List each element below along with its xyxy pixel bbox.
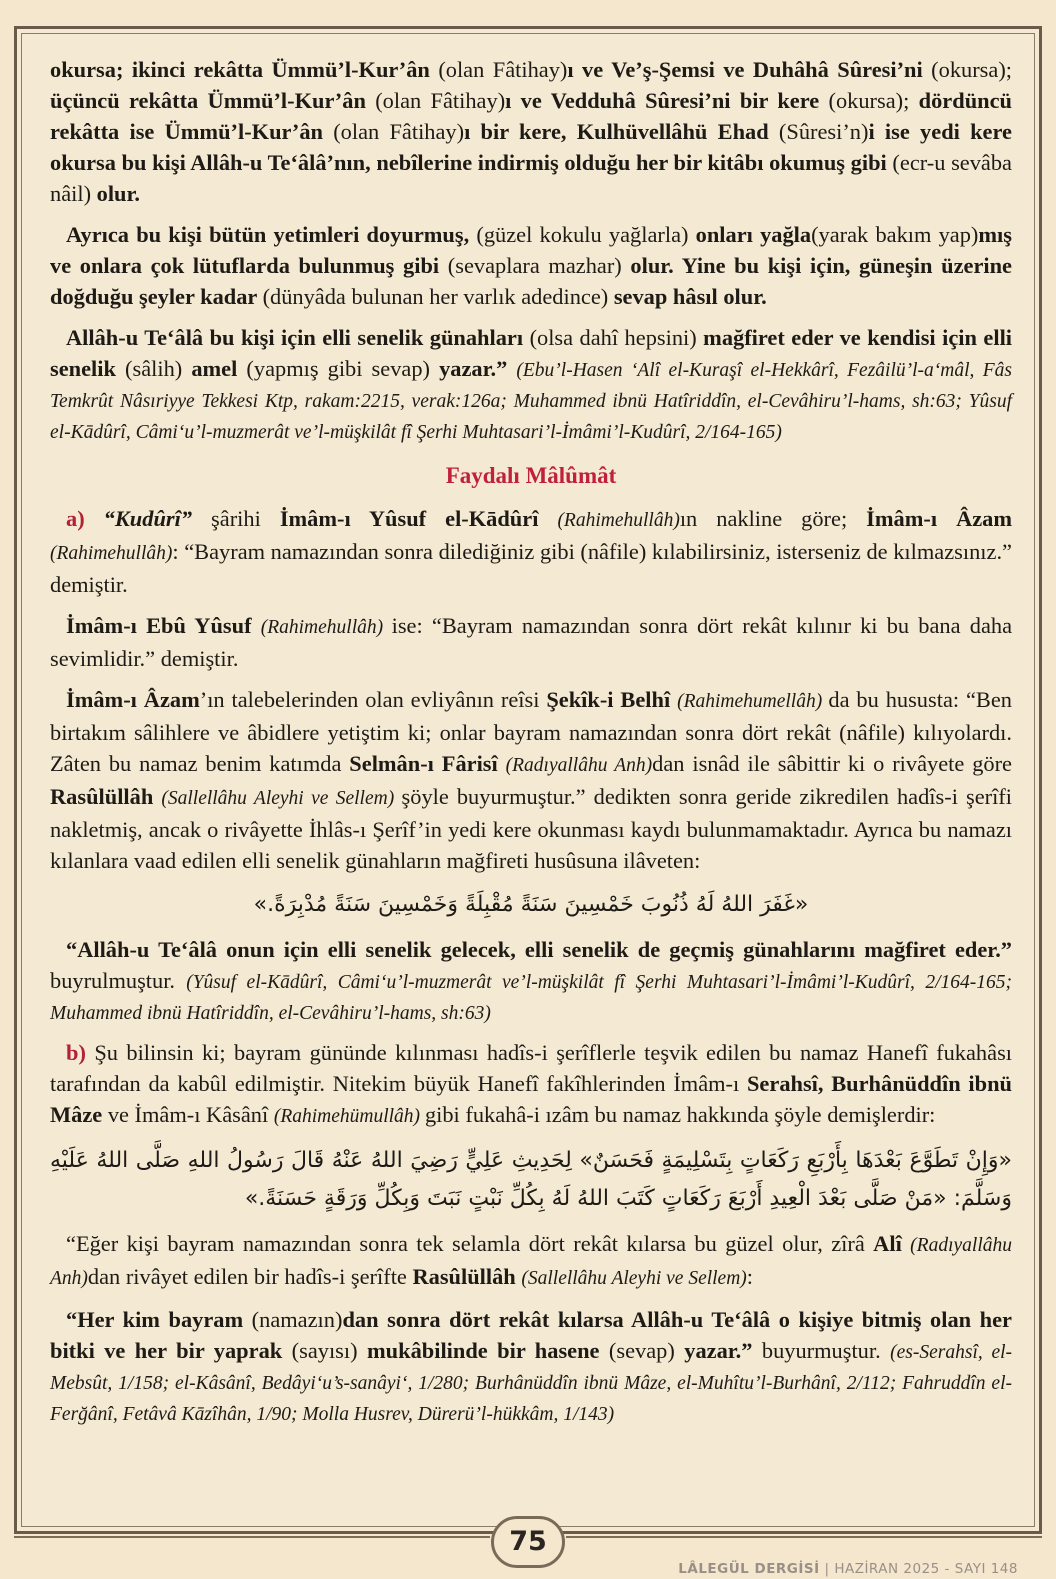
- text-segment: Serahsî, Burhânüddîn ibnü Mâze: [50, 1071, 1012, 1127]
- text-segment: Selmân-ı Fârisî: [349, 751, 506, 776]
- text-segment: (güzel kokulu yağlarla): [476, 222, 696, 247]
- text-segment: : “Bayram namazından sonra dilediğiniz gibi (nâfile) kılabilirsiniz, isterseniz de kılmazsınız.” demiştir.: [50, 539, 1012, 597]
- footer-line-right: [566, 1536, 1042, 1538]
- text-segment: (Sallellâhu Aleyhi ve Sellem): [161, 788, 402, 809]
- paragraph: [50, 54, 1012, 209]
- arabic-quote: [50, 1142, 1012, 1218]
- text-segment: üçüncü rekâtta Ümmü’l-Kur’ân: [50, 88, 376, 113]
- text-segment: :: [746, 1264, 754, 1289]
- text-segment: (Rahimehümullâh): [273, 1106, 425, 1127]
- text-segment: ı ve Vedduhâ Sûresi’ni bir kere: [505, 88, 829, 113]
- text-segment: olur. Yine bu kişi için, güneşin üzerine doğduğu şeyler kadar: [50, 253, 1012, 309]
- text-segment: buyurmuştur.: [761, 1338, 891, 1363]
- text-segment: Rasûlüllâh: [50, 784, 162, 809]
- text-segment: Şekîk-i Belhî: [546, 687, 678, 712]
- text-segment: «غَفَرَ اللهُ لَهُ ذُنُوبَ خَمْسِينَ سَنَةً مُقْبِلَةً وَخَمْسِينَ سَنَةً مُدْبِرَةً.»: [253, 892, 809, 917]
- text-segment: da bu hususta: “Ben birtakım sâlihlere ve âbidlere yetiştim ki; onlar bayram namazından sonra dört rekât (nâfile) kılıyolardı. Zâten bu namaz benim katımda: [50, 687, 1012, 776]
- text-segment: (namazın): [251, 1307, 343, 1332]
- section-heading: [50, 460, 1012, 491]
- text-segment: olur.: [96, 181, 140, 206]
- text-segment: şârihi: [211, 506, 280, 531]
- paragraph: [50, 503, 1012, 600]
- text-segment: (olan Fâtihay): [333, 119, 465, 144]
- text-segment: ı ve Ve’ş-Şemsi ve Duhâhâ Sûresi’ni: [567, 57, 932, 82]
- text-segment: (sevaplara mazhar): [447, 253, 631, 278]
- text-segment: (olan Fâtihay): [438, 57, 568, 82]
- journal-info: [678, 1561, 1018, 1577]
- text-segment: (okursa);: [931, 57, 1012, 82]
- text-segment: İmâm-ı Ebû Yûsuf: [66, 613, 261, 638]
- text-segment: “Her kim bayram: [66, 1307, 252, 1332]
- text-segment: (Rahimehullâh): [260, 617, 392, 638]
- text-segment: (Radıyallâhu Anh): [505, 755, 653, 776]
- text-segment: ise: “Bayram namazından sonra dört rekât kılınır ki bu bana daha sevimlidir.” demiştir.: [50, 613, 1013, 671]
- text-segment: Alî: [873, 1231, 911, 1256]
- text-segment: «وَإِنْ تَطَوَّعَ بَعْدَهَا بِأَرْبَعِ رَكَعَاتٍ بِتَسْلِيمَةٍ فَحَسَنٌ» لِحَدِيثِ عَلِيٍّ رَضِيَ اللهُ عَنْهُ قَالَ رَسُولُ اللهِ صَلَّى اللهُ عَلَيْهِ وَسَلَّمَ: «مَنْ صَلَّى بَعْدَ الْعِيدِ أَرْبَعَ رَكَعَاتٍ كَتَبَ اللهُ لَهُ بِكُلِّ نَبْتٍ نَبَتَ وَبِكُلِّ وَرَقَةٍ حَسَنَةً.»: [50, 1148, 1012, 1211]
- arabic-quote: [50, 886, 1012, 924]
- text-segment: “Allâh-u Te‘âlâ onun için elli senelik gelecek, elli senelik de geçmiş günahlarını mağfiret eder.”: [66, 937, 1012, 962]
- journal-name: LÂLEGÜL DERGİSİ: [678, 1561, 820, 1577]
- text-segment: “Eğer kişi bayram namazından sonra tek selamla dört rekât kılarsa bu güzel olur, zîrâ: [66, 1231, 874, 1256]
- text-segment: (sâlih): [125, 356, 192, 381]
- text-segment: dan isnâd ile sâbittir ki o rivâyete göre: [652, 751, 1012, 776]
- citation: (es-Serahsî, el-Mebsût, 1/158; el-Kâsânî, Bedâyi‘u’s-sanâyi‘, 1/280; Burhânüddîn ibnü Mâze, el-Muhîtu’l-Burhânî, 2/112; Fahruddîn el-Ferğânî, Fetâvâ Kāzîhân, 1/90; Molla Husrev, Dürerü’l-hükkâm, 1/143): [50, 1342, 1013, 1425]
- paragraph: [50, 219, 1012, 312]
- text-segment: Allâh-u Te‘âlâ bu kişi için elli senelik günahları: [66, 325, 530, 350]
- citation: (Ebu’l-Hasen ‘Alî el-Kuraşî el-Hekkârî, Fezâilü’l-a‘mâl, Fâs Temkrût Nâsıriyye Tekkesi Ktp, rakam:2215, verak:126a; Muhammed ibnü Hatîriddîn, el-Cevâhiru’l-hams, sh:63; Yûsuf el-Kādûrî, Câmi‘u’l-muzmerât ve’l-müşkilât fî Şerhi Muhtasari’l-İmâmi’l-Kudûrî, 2/164-165): [50, 360, 1013, 443]
- text-segment: İmâm-ı Âzam: [866, 506, 1013, 531]
- paragraph: [50, 934, 1012, 1027]
- text-segment: dan sonra dört rekât kılarsa Allâh-u Te‘âlâ o kişiye bitmiş olan her bitki ve her bir yaprak: [50, 1307, 1012, 1363]
- citation: (Yûsuf el-Kādûrî, Câmi‘u’l-muzmerât ve’l-müşkilât fî Şerhi Muhtasari’l-İmâmi’l-Kudûrî, 2/164-165; Muhammed ibnü Hatîriddîn, el-Cevâhiru’l-hams, sh:63): [50, 972, 1012, 1024]
- text-segment: İmâm-ı Yûsuf el-Kādûrî: [279, 506, 558, 531]
- text-segment: (okursa);: [828, 88, 919, 113]
- text-segment: okursa; ikinci rekâtta Ümmü’l-Kur’ân: [50, 57, 439, 82]
- text-segment: (Sûresi’n): [778, 119, 869, 144]
- text-segment: ve İmâm-ı Kâsânî: [107, 1102, 274, 1127]
- text-segment: (Rahimehullâh): [50, 543, 173, 564]
- text-segment: ı bir kere, Kulhüvellâhü Ehad: [464, 119, 779, 144]
- article-body: [50, 54, 1012, 1438]
- text-segment: Faydalı Mâlûmât: [445, 463, 617, 488]
- text-segment: (Radıyallâhu Anh): [50, 1235, 1012, 1289]
- text-segment: (dünyâda bulunan her varlık adedince): [262, 284, 614, 309]
- text-segment: Ayrıca bu kişi bütün yetimleri doyurmuş,: [66, 222, 477, 247]
- text-segment: (yapmış gibi sevap): [246, 356, 440, 381]
- text-segment: mukâbilinde bir hasene: [367, 1338, 609, 1363]
- text-segment: (olan Fâtihay): [375, 88, 506, 113]
- text-segment: dan rivâyet edilen bir hadîs-i şerîfte: [87, 1264, 413, 1289]
- text-segment: sevap hâsıl olur.: [613, 284, 767, 309]
- text-segment: (Rahimehumellâh): [677, 691, 829, 712]
- journal-separator: |: [819, 1561, 835, 1577]
- text-segment: buyrulmuştur.: [50, 968, 187, 993]
- page-number: 75: [491, 1516, 565, 1568]
- text-segment: (Sallellâhu Aleyhi ve Sellem): [521, 1268, 747, 1289]
- text-segment: (ecr-u sevâba nâil): [50, 150, 1012, 206]
- text-segment: (Rahimehullâh): [557, 510, 680, 531]
- paragraph: [50, 610, 1012, 674]
- footer-line-left: [14, 1536, 490, 1538]
- text-segment: Rasûlüllâh: [412, 1264, 522, 1289]
- text-segment: amel: [191, 356, 247, 381]
- list-marker: b): [66, 1040, 95, 1065]
- text-segment: yazar.”: [684, 1338, 762, 1363]
- text-segment: “Kudûrî”: [103, 506, 212, 531]
- paragraph: [50, 1304, 1012, 1428]
- text-segment: mağfiret eder ve kendisi için elli senelik: [50, 325, 1013, 381]
- text-segment: dördüncü rekâtta ise Ümmü’l-Kur’ân: [50, 88, 1012, 144]
- paragraph: [50, 1037, 1012, 1132]
- text-segment: şöyle buyurmuştur.” dedikten sonra geride zikredilen hadîs-i şerîfi nakletmiş, ancak o rivâyette İhlâs-ı Şerîf’in yedi kere okunması kaydı bulunmamaktadır. Ayrıca bu namazı kılanlara vaad edilen elli senelik günahların mağfireti husûsuna ilâveten:: [50, 784, 1012, 873]
- text-segment: İmâm-ı Âzam: [66, 687, 200, 712]
- journal-issue: HAZİRAN 2025 - SAYI 148: [834, 1561, 1018, 1577]
- text-segment: (yarak bakım yap): [811, 222, 979, 247]
- list-marker: a): [66, 506, 104, 531]
- text-segment: ’ın talebelerinden olan evliyânın reîsi: [199, 687, 547, 712]
- paragraph: [50, 684, 1012, 876]
- text-segment: (olsa dahî hepsini): [529, 325, 704, 350]
- text-segment: i ise yedi kere okursa bu kişi Allâh-u Te‘âlâ’nın, nebîlerine indirmiş olduğu her bir kitâbı okumuş gibi: [50, 119, 1012, 175]
- text-segment: mış ve onlara çok lütuflarda bulunmuş gibi: [50, 222, 1012, 278]
- text-segment: onları yağla: [695, 222, 812, 247]
- paragraph: [50, 322, 1012, 446]
- text-segment: (sevap): [608, 1338, 685, 1363]
- text-segment: gibi fukahâ-i ızâm bu namaz hakkında şöyle demişlerdir:: [424, 1102, 936, 1127]
- paragraph: [50, 1228, 1012, 1294]
- text-segment: ın nakline göre;: [679, 506, 867, 531]
- text-segment: Şu bilinsin ki; bayram gününde kılınması hadîs-i şerîflerle teşvik edilen bu namaz Hanefî fukahâsı tarafından da kabûl edilmiştir. Nitekim büyük Hanefî fakîhlerinden İmâm-ı: [50, 1040, 1012, 1096]
- text-segment: yazar.”: [439, 356, 517, 381]
- text-segment: (sayısı): [291, 1338, 368, 1363]
